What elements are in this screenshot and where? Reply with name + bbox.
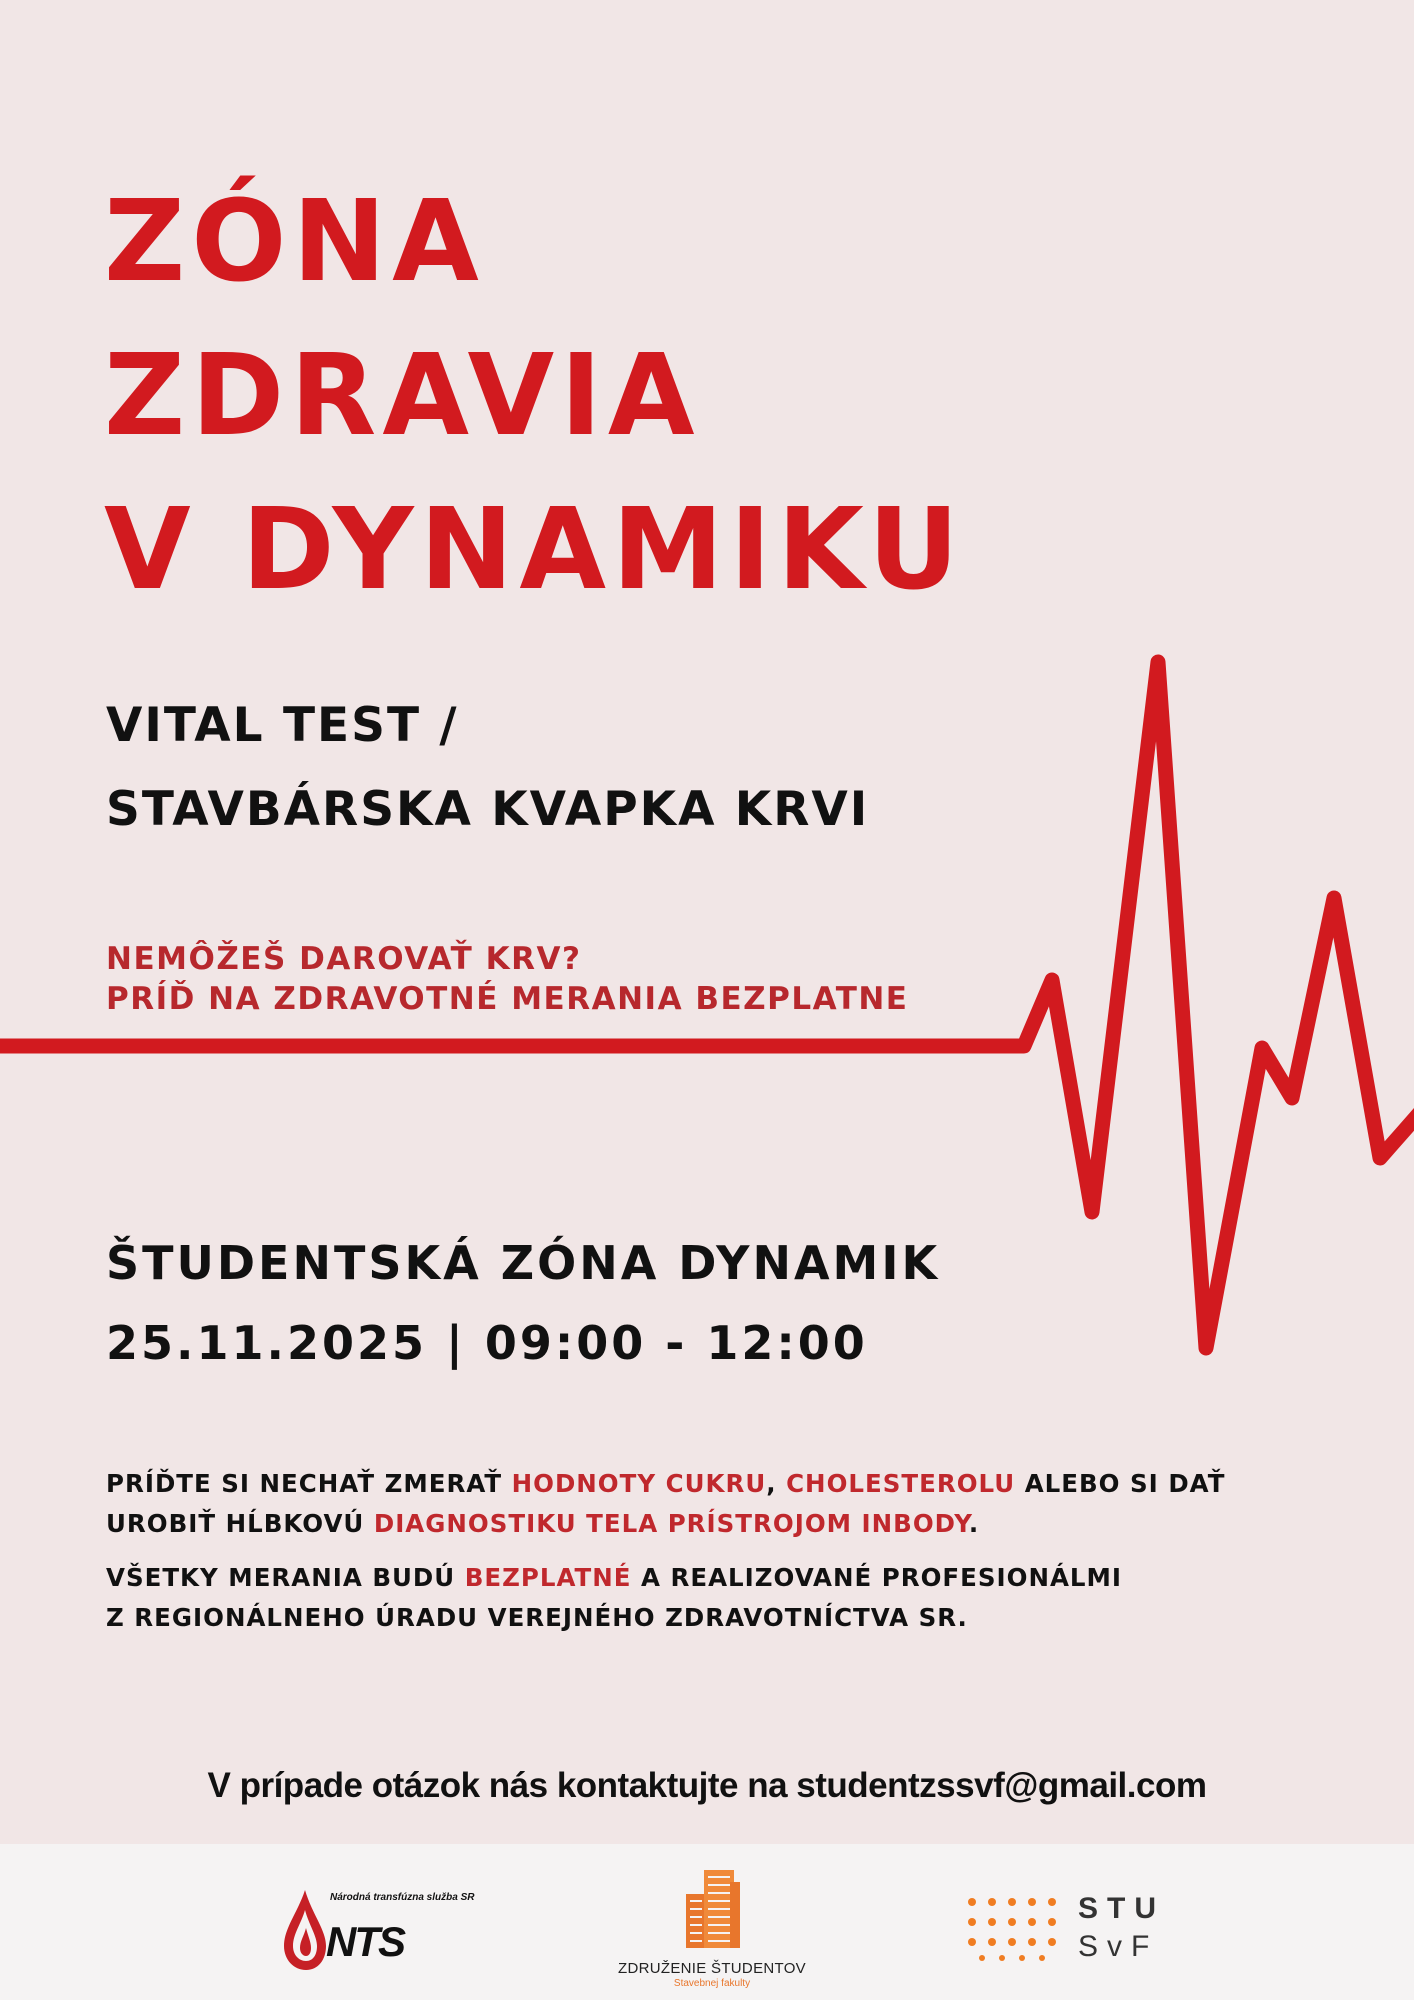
zs-name: ZDRUŽENIE ŠTUDENTOV: [618, 1960, 806, 1977]
subtitle-line-2: STAVBÁRSKA KVAPKA KRVI: [106, 782, 870, 837]
contact-line: V prípade otázok nás kontaktujte na studentzssvf@gmail.com: [207, 1766, 1207, 1805]
building-icon: [680, 1864, 744, 1948]
details-highlight: DIAGNOSTIKU TELA PRÍSTROJOM INBODY: [373, 1509, 969, 1538]
details-highlight: BEZPLATNÉ: [464, 1563, 632, 1592]
title-line-2: ZDRAVIA: [104, 331, 701, 461]
details-highlight: HODNOTY CUKRU: [511, 1469, 767, 1498]
details-text: PRÍĎTE SI NECHAŤ ZMERAŤ: [106, 1469, 512, 1498]
details-text: VŠETKY MERANIA BUDÚ: [106, 1563, 465, 1592]
stu-name: STU: [1078, 1892, 1165, 1925]
svf-name: SvF: [1078, 1930, 1159, 1963]
details-text: .: [968, 1509, 980, 1538]
title-line-1: ZÓNA: [104, 177, 485, 307]
nts-logo: [280, 1886, 500, 1976]
nts-subtitle: Národná transfúzna služba SR: [330, 1892, 475, 1903]
details-text: A REALIZOVANÉ PROFESIONÁLMI: [631, 1563, 1123, 1592]
details-line-3: [106, 1563, 1123, 1592]
details-highlight: CHOLESTEROLU: [786, 1469, 1016, 1498]
footer-logos: [0, 1844, 1414, 2000]
details-line-4: Z REGIONÁLNEHO ÚRADU VEREJNÉHO ZDRAVOTNÍCTVA SR.: [106, 1603, 968, 1632]
zs-logo: [612, 1864, 812, 1994]
event-place: ŠTUDENTSKÁ ZÓNA DYNAMIK: [106, 1236, 941, 1290]
blood-drop-icon: [280, 1888, 330, 1972]
details-line-2: [106, 1509, 980, 1538]
question-line-2: PRÍĎ NA ZDRAVOTNÉ MERANIA BEZPLATNE: [106, 981, 909, 1017]
zs-subtitle: Stavebnej fakulty: [673, 1978, 751, 1989]
title-line-3: V DYNAMIKU: [104, 485, 965, 615]
dot-grid-icon: [966, 1896, 1058, 1962]
details-text: ,: [766, 1469, 787, 1498]
stu-logo: [966, 1892, 1186, 1972]
nts-name: NTS: [326, 1918, 404, 1965]
details-text: UROBIŤ HĹBKOVÚ: [106, 1509, 374, 1538]
subtitle-line-1: VITAL TEST /: [106, 698, 459, 753]
details-line-1: [106, 1469, 1226, 1498]
question-line-1: NEMÔŽEŠ DAROVAŤ KRV?: [106, 941, 582, 977]
event-datetime: 25.11.2025 | 09:00 - 12:00: [106, 1316, 868, 1370]
details-text: ALEBO SI DAŤ: [1015, 1469, 1226, 1498]
